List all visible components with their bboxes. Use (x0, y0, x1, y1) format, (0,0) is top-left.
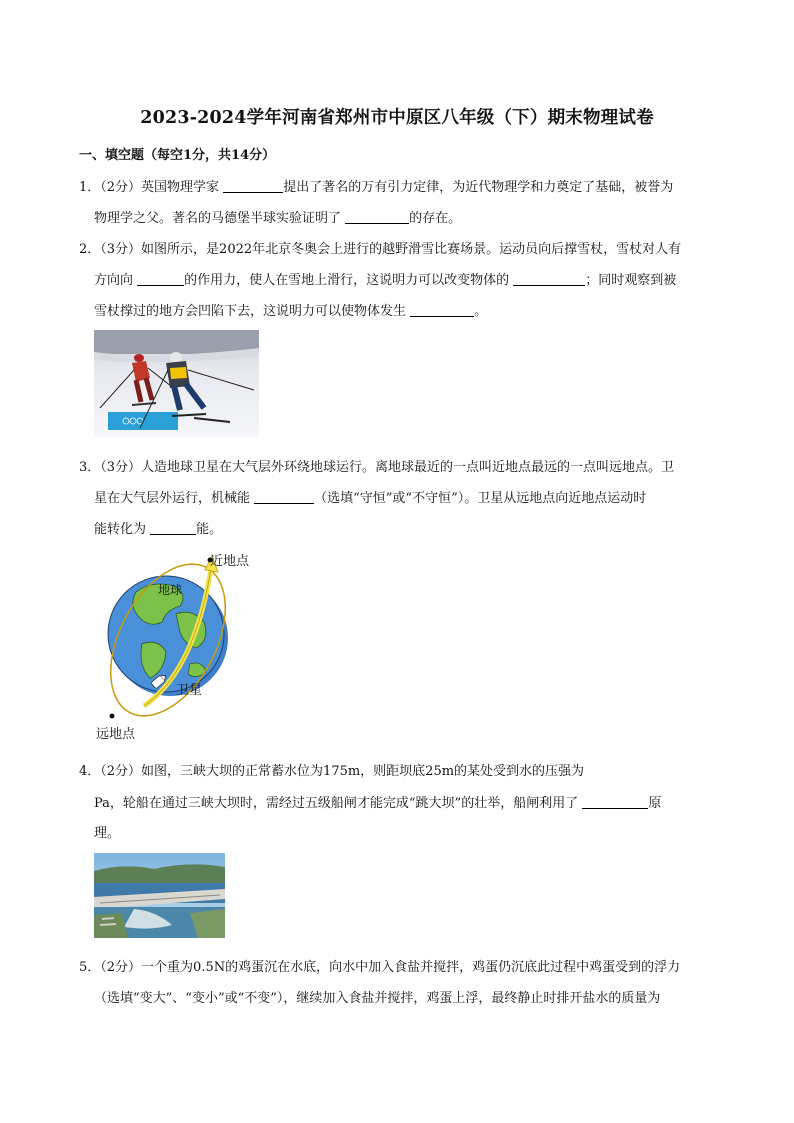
q2-text: 方向向 (94, 273, 138, 288)
q2-line-1: 2．（3分）如图所示，是2022年北京冬奥会上进行的越野滑雪比赛场景。运动员向后撑雪杖，雪杖对人有 (79, 242, 682, 257)
q4-text: 4．（2分）如图，三峡大坝的正常蓄水位为175m，则距坝底25m的某处受到水的压强为 (79, 764, 585, 779)
q4-text: 原 (648, 796, 662, 811)
q2-text: 的作用力，使人在雪地上滑行，这说明力可以改变物体的 (184, 273, 514, 288)
q2-line-2 (94, 269, 676, 288)
q2-text: ；同时观察到被 (585, 273, 677, 288)
q5-line-1: 5．（2分）一个重为0.5N的鸡蛋沉在水底，向水中加入食盐并搅拌，鸡蛋仍沉底此过程中鸡蛋受到的浮力 (79, 960, 681, 975)
q4-text: Pa，轮船在通过三峡大坝时，需经过五级船闸才能完成“跳大坝”的壮举，船闸利用了 (94, 796, 583, 811)
q5-line-2: （选填“变大”、“变小”或“不变”），继续加入食盐并搅拌，鸡蛋上浮，最终静止时排开盐水的质量为 (94, 991, 661, 1006)
label-perigee: 近地点 (210, 553, 250, 568)
q2-text: 。 (474, 304, 488, 319)
q1-text: 1．（2分）英国物理学家 (79, 180, 224, 195)
dam-photo (94, 853, 225, 938)
q2-line-3 (94, 300, 487, 319)
label-earth: 地球 (158, 583, 183, 597)
q1-line-1 (79, 176, 673, 195)
label-apogee: 远地点 (96, 726, 136, 741)
q3-line-2 (94, 487, 646, 506)
skiing-photo (94, 330, 259, 437)
q1-line-2 (94, 207, 461, 226)
q1-text: 物理学之父。著名的马德堡半球实验证明了 (94, 211, 346, 226)
q2-text: 雪杖撑过的地方会凹陷下去，这说明力可以使物体发生 (94, 304, 411, 319)
q4-line-1 (79, 760, 656, 779)
q3-blank-2[interactable] (150, 522, 196, 535)
q3-text: 能转化为 (94, 522, 151, 537)
section-heading: 一、填空题（每空1分，共14分） (79, 148, 276, 163)
earth-satellite-diagram (92, 548, 262, 744)
q3-text: 能。 (196, 522, 223, 537)
q1-text: 的存在。 (409, 211, 462, 226)
q1-blank-2[interactable] (345, 211, 409, 224)
q2-blank-1[interactable] (137, 273, 184, 286)
q2-blank-2[interactable] (513, 273, 585, 286)
q3-text: 星在大气层外运行，机械能 (94, 491, 255, 506)
q4-blank-2[interactable] (582, 796, 648, 809)
q4-line-3: 理。 (94, 826, 121, 841)
q1-blank-1[interactable] (223, 180, 283, 193)
q1-text: 提出了著名的万有引力定律，为近代物理学和力奠定了基础，被誉为 (283, 180, 674, 195)
label-satellite: 卫星 (176, 682, 203, 697)
q2-blank-3[interactable] (410, 304, 474, 317)
q3-text: （选填“守恒”或“不守恒”）。卫星从远地点向近地点运动时 (314, 491, 647, 506)
page-title: 2023-2024学年河南省郑州市中原区八年级（下）期末物理试卷 (140, 108, 654, 128)
q3-line-3 (94, 518, 222, 537)
q3-blank-1[interactable] (254, 491, 314, 504)
q3-line-1: 3．（3分）人造地球卫星在大气层外环绕地球运行。离地球最近的一点叫近地点最远的一点叫远地点。卫 (79, 460, 675, 475)
q4-line-2 (94, 792, 661, 811)
q4-blank-1[interactable] (584, 765, 656, 777)
